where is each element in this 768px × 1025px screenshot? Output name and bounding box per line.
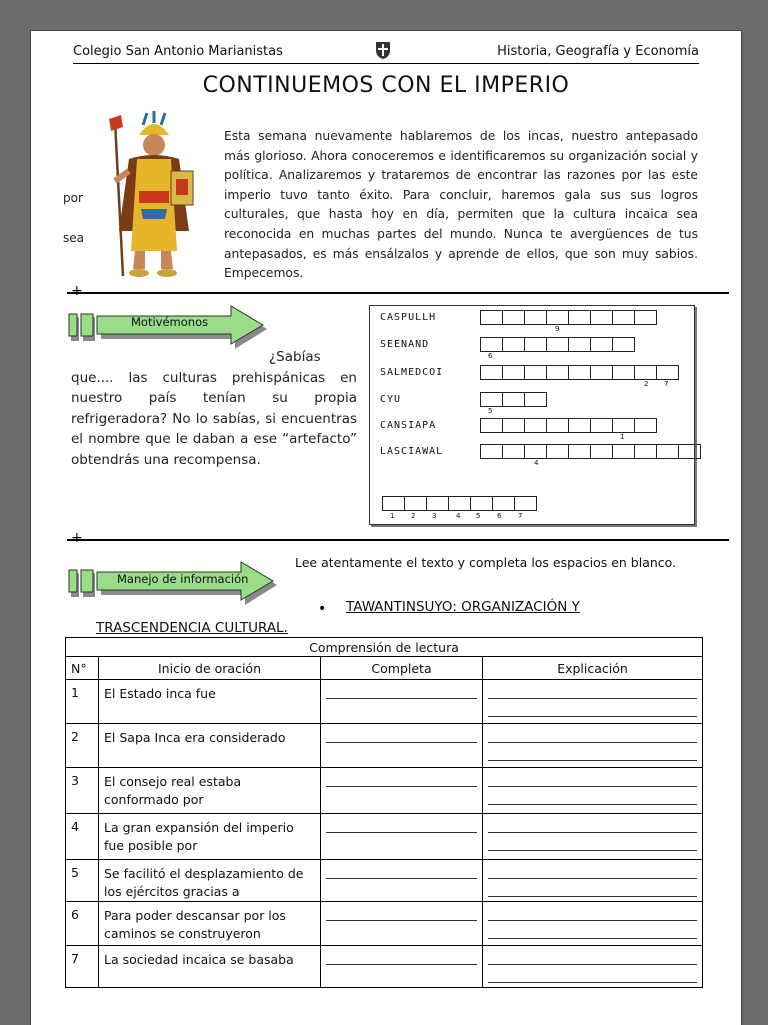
- information-arrow-banner: [67, 561, 307, 607]
- row-number: 1: [66, 680, 99, 724]
- answer-boxes[interactable]: [480, 444, 700, 459]
- table-row: [66, 946, 703, 988]
- puzzle-word: SALMEDCOI: [380, 367, 444, 378]
- intro-paragraph: Esta semana nuevamente hablaremos de los incas, nuestro antepasado más glorioso. Ahora conoceremos e identificaremos su organización social y política. Analizaremos y trataremos de encontrar las razones por las este imperio tuvo tanto éxito. Para concluir, haremos gala sus sus logros culturales, que hasta hoy en día, permiten que la cultura incaica sea reconocida en muchas partes del mundo. Nunca te avergüences de tus antepasados, es más ensálzalos y aprende de ellos, que son muy sabios. Empecemos.: [224, 129, 698, 281]
- answer-number: 6: [497, 512, 502, 520]
- answer-number: 7: [518, 512, 523, 520]
- sentence-start: La gran expansión del imperio fue posible por: [99, 814, 321, 860]
- answer-boxes[interactable]: [480, 392, 546, 407]
- table-row: [66, 814, 703, 860]
- final-answer-boxes[interactable]: [382, 496, 536, 511]
- header-rule: [73, 63, 699, 64]
- table-row: [66, 860, 703, 902]
- puzzle-word: CYU: [380, 394, 402, 405]
- answer-number: 5: [476, 512, 481, 520]
- sentence-start: El consejo real estaba conformado por: [99, 768, 321, 814]
- puzzle-word: SEENAND: [380, 339, 430, 350]
- topic-title: TAWANTINSUYO: ORGANIZACIÓN Y: [346, 599, 580, 615]
- row-number: 4: [66, 814, 99, 860]
- row-number: 7: [66, 946, 99, 988]
- sentence-start: El Estado inca fue: [99, 680, 321, 724]
- column-header: Inicio de oración: [99, 657, 321, 680]
- complete-blank[interactable]: [321, 946, 483, 988]
- table-caption: Comprensión de lectura: [66, 638, 703, 657]
- page-title: CONTINUEMOS CON EL IMPERIO: [202, 73, 570, 98]
- column-header: N°: [66, 657, 99, 680]
- school-crest-icon: [373, 40, 393, 60]
- table-row: [66, 768, 703, 814]
- comprehension-table: [65, 637, 703, 988]
- section-divider: [67, 539, 729, 541]
- answer-number: 4: [456, 512, 461, 520]
- explanation-blank[interactable]: [483, 680, 703, 724]
- explanation-blank[interactable]: [483, 724, 703, 768]
- answer-number: 1: [390, 512, 395, 520]
- motivation-paragraph: [71, 347, 357, 470]
- instruction-text: Lee atentamente el texto y completa los espacios en blanco.: [295, 555, 677, 570]
- intro-margin-word: por: [63, 191, 83, 205]
- explanation-blank[interactable]: [483, 902, 703, 946]
- complete-blank[interactable]: [321, 902, 483, 946]
- puzzle-word: CASPULLH: [380, 312, 437, 323]
- column-header: Explicación: [483, 657, 703, 680]
- row-number: 6: [66, 902, 99, 946]
- answer-boxes[interactable]: [480, 418, 656, 433]
- information-label: Manejo de información: [117, 572, 249, 586]
- column-header: Completa: [321, 657, 483, 680]
- complete-blank[interactable]: [321, 680, 483, 724]
- complete-blank[interactable]: [321, 860, 483, 902]
- school-name: Colegio San Antonio Marianistas: [73, 44, 283, 59]
- row-number: 2: [66, 724, 99, 768]
- motivation-arrow-banner: [67, 305, 297, 351]
- answer-boxes[interactable]: [480, 365, 678, 380]
- motivation-label: Motivémonos: [131, 315, 209, 329]
- row-number: 5: [66, 860, 99, 902]
- word-scramble-puzzle: CASPULLH 9 SEENAND 6 SALMEDCOI 2 7 CYU 5 CANSIAPA 1 LASCIAWAL 4 1 2 3 4 5 6 7: [369, 305, 695, 525]
- worksheet-page: [30, 30, 742, 1025]
- complete-blank[interactable]: [321, 814, 483, 860]
- motivation-text: ¿Sabías que.... las culturas prehispánicas en nuestro país tenían su propia refrigeradora? No lo sabías, si encuentras el nombre que le daban a ese “artefacto” obtendrás una recompensa.: [71, 349, 357, 468]
- inca-emperor-illustration: [99, 111, 209, 281]
- topic-title-continued: TRASCENDENCIA CULTURAL.: [96, 620, 288, 636]
- explanation-blank[interactable]: [483, 814, 703, 860]
- sentence-start: Se facilitó el desplazamiento de los ejércitos gracias a: [99, 860, 321, 902]
- complete-blank[interactable]: [321, 768, 483, 814]
- answer-boxes[interactable]: [480, 337, 634, 352]
- table-row: [66, 724, 703, 768]
- bullet-icon: •: [318, 601, 327, 617]
- sentence-start: La sociedad incaica se basaba: [99, 946, 321, 988]
- intro-margin-word: sea: [63, 231, 84, 245]
- answer-boxes[interactable]: [480, 310, 656, 325]
- row-number: 3: [66, 768, 99, 814]
- table-row: [66, 902, 703, 946]
- table-row: [66, 680, 703, 724]
- divider-plus-mark: +: [71, 530, 83, 546]
- explanation-blank[interactable]: [483, 860, 703, 902]
- puzzle-word: LASCIAWAL: [380, 446, 444, 457]
- answer-number: 3: [432, 512, 437, 520]
- explanation-blank[interactable]: [483, 946, 703, 988]
- section-divider: [67, 292, 729, 294]
- subject-name: Historia, Geografía y Economía: [497, 44, 699, 59]
- explanation-blank[interactable]: [483, 768, 703, 814]
- complete-blank[interactable]: [321, 724, 483, 768]
- sentence-start: Para poder descansar por los caminos se construyeron: [99, 902, 321, 946]
- divider-plus-mark: +: [71, 283, 83, 299]
- sentence-start: El Sapa Inca era considerado: [99, 724, 321, 768]
- puzzle-word: CANSIAPA: [380, 420, 437, 431]
- answer-number: 2: [411, 512, 416, 520]
